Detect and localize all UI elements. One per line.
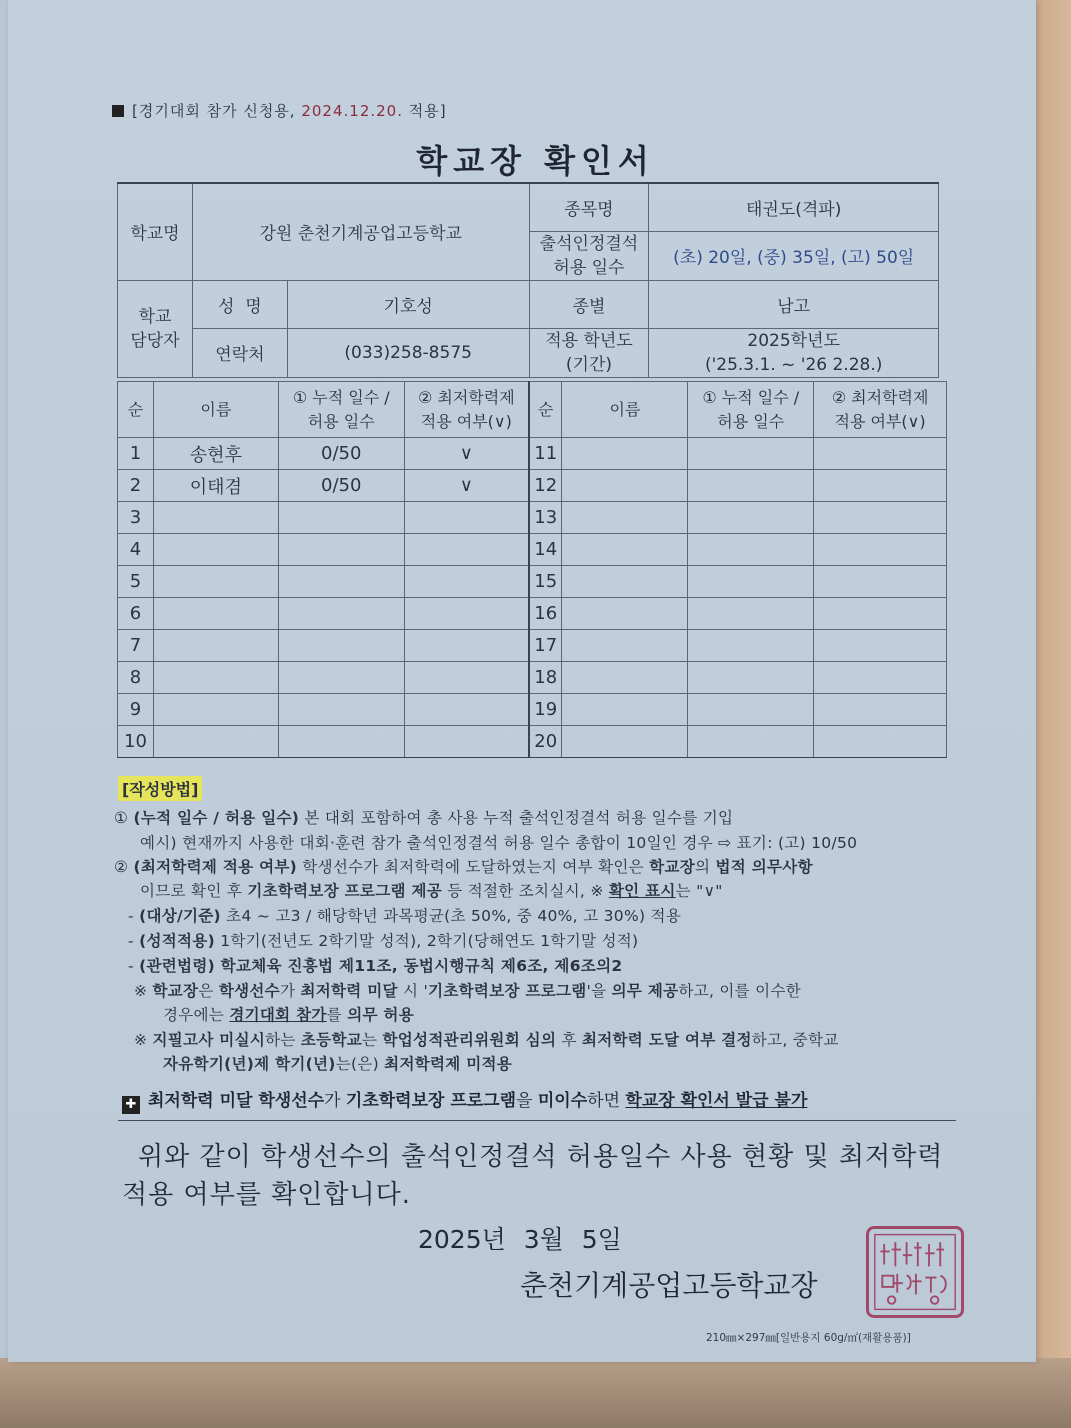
row-check [404,726,529,758]
row-name2 [562,438,688,470]
row-name [153,662,278,694]
row-name2 [562,598,688,630]
school-label: 학교명 [118,183,193,280]
row-days [278,726,404,758]
row-name [153,566,278,598]
table-row [118,566,947,598]
row-check2 [814,662,947,694]
col-min-header [404,382,529,438]
col-days-header-2: 허용 일수 [307,411,375,431]
col-no2-header: 순 [529,382,562,438]
header-note-suffix: 적용] [403,102,447,120]
row-no2: 19 [529,694,562,726]
table-row [118,470,947,502]
howto-line-10: ※ 지필고사 미실시하는 초등학교는 학업성적관리위원회 심의 후 최저학력 도달 여부 결정하고, 중학교 [134,1031,839,1049]
row-days2 [688,534,814,566]
table-row [118,502,947,534]
row-name [153,598,278,630]
row-no: 9 [118,694,154,726]
howto-title: [작성방법] [118,776,202,801]
howto-line-6: - (성적적용) 1학기(전년도 2학기말 성적), 2학기(당해연도 1학기말 성적) [128,932,639,950]
row-days2 [688,502,814,534]
row-name [153,630,278,662]
row-check2 [814,534,947,566]
row-no2: 14 [529,534,562,566]
howto-line-5: - (대상/기준) 초4 ~ 고3 / 해당학년 과목평균(초 50%, 중 40%, 고 30%) 적용 [128,907,682,925]
row-check2 [814,502,947,534]
principal-name: 춘천기계공업고등학교장 [520,1269,818,1302]
row-no: 3 [118,502,154,534]
col-min2-header-1: ② 최저학력제 [831,387,929,407]
statement-line-2: 적용 여부를 확인합니다. [122,1180,411,1210]
name-value: 기호성 [287,280,529,328]
col-min2-header [814,382,947,438]
contact-value: (033)258-8575 [287,328,529,377]
howto-line-1: ① (누적 일수 / 허용 일수) 본 대회 포함하여 총 사용 누적 출석인정결석 허용 일수를 기입 [114,809,734,827]
contact-label: 연락처 [192,328,287,377]
row-check [404,662,529,694]
row-no: 6 [118,598,154,630]
table-row [118,438,947,470]
row-days2 [688,470,814,502]
manager-label-2: 담당자 [130,330,180,351]
year-label [529,328,649,377]
row-name2 [562,726,688,758]
row-days2 [688,598,814,630]
row-check2 [814,470,947,502]
row-no2: 15 [529,566,562,598]
row-check2 [814,726,947,758]
allowed-days-label [529,231,649,280]
row-days [278,502,404,534]
statement-line-1: 위와 같이 학생선수의 출석인정결석 허용일수 사용 현황 및 최저학력 [138,1142,944,1172]
col-days2-header-2: 허용 일수 [717,411,785,431]
row-days: 0/50 [278,470,404,502]
allowed-days-label-1: 출석인정결석 [539,233,639,254]
row-name2 [562,630,688,662]
row-check: ∨ [404,470,529,502]
howto-line-3: ② (최저학력제 적용 여부) 학생선수가 최저학력에 도달하였는지 여부 확인은 학교장의 법적 의무사항 [114,858,813,876]
col-days-header-1: ① 누적 일수 / [292,387,390,407]
header-note [112,100,447,121]
table-row [118,598,947,630]
row-check [404,566,529,598]
howto-line-9: 경우에는 경기대회 참가를 의무 허용 [163,1006,414,1024]
row-days2 [688,566,814,598]
square-bullet-icon [112,105,124,117]
school-value: 강원 춘천기계공업고등학교 [192,183,529,280]
header-note-prefix: [경기대회 참가 신청용, [132,102,302,120]
row-check2 [814,630,947,662]
row-no2: 13 [529,502,562,534]
row-check [404,502,529,534]
year-value [649,328,939,377]
manager-label-1: 학교 [138,306,172,327]
col-name-header: 이름 [153,382,278,438]
desk-edge-right [1031,0,1071,1428]
col-days-header [278,382,404,438]
row-check2 [814,566,947,598]
row-no: 8 [118,662,154,694]
row-no2: 20 [529,726,562,758]
name-label: 성 명 [192,280,287,328]
table-header-row [118,382,947,438]
howto-line-4: 이므로 확인 후 기초학력보장 프로그램 제공 등 적절한 조치실시, ※ 확인 표시는 "∨" [140,882,723,900]
paper-spec-note: 210㎜×297㎜[일반용지 60g/㎡(재활용품)] [706,1332,911,1344]
allowed-days-value: (초) 20일, (중) 35일, (고) 50일 [649,231,939,280]
issue-date: 2025년 3월 5일 [418,1225,622,1254]
howto-line-11: 자유학기(년)제 학기(년)는(은) 최저학력제 미적용 [163,1055,513,1073]
table-row [118,694,947,726]
row-days2 [688,694,814,726]
year-value-1: 2025학년도 [747,330,840,351]
category-value: 남고 [649,280,939,328]
event-value: 태권도(격파) [649,183,939,231]
col-name2-header: 이름 [562,382,688,438]
allowed-days-label-2: 허용 일수 [553,257,625,278]
athlete-table [117,381,947,758]
row-name2 [562,470,688,502]
row-days: 0/50 [278,438,404,470]
row-no: 5 [118,566,154,598]
row-no: 10 [118,726,154,758]
row-check [404,694,529,726]
divider [118,1120,956,1121]
row-days2 [688,630,814,662]
row-no2: 16 [529,598,562,630]
year-label-1: 적용 학년도 [545,330,633,351]
row-name [153,726,278,758]
row-check [404,598,529,630]
row-days2 [688,662,814,694]
warning-banner: ✚ 최저학력 미달 학생선수가 기초학력보장 프로그램을 미이수하면 학교장 확인서 발급 불가 [122,1086,807,1114]
row-days [278,598,404,630]
row-no2: 18 [529,662,562,694]
col-min2-header-2: 적용 여부(∨) [834,411,926,431]
row-check2 [814,598,947,630]
row-days [278,662,404,694]
row-no: 2 [118,470,154,502]
row-no2: 17 [529,630,562,662]
row-days [278,534,404,566]
row-check [404,630,529,662]
table-row [118,726,947,758]
col-min-header-2: 적용 여부(∨) [420,411,512,431]
event-label: 종목명 [529,183,649,231]
col-days2-header [688,382,814,438]
info-table [117,182,939,378]
row-check [404,534,529,566]
desk-edge-bottom [0,1358,1071,1428]
row-days2 [688,726,814,758]
row-name2 [562,566,688,598]
row-check: ∨ [404,438,529,470]
row-days [278,694,404,726]
row-name: 송현후 [153,438,278,470]
official-seal-icon [866,1226,964,1318]
row-no2: 12 [529,470,562,502]
manager-label [118,280,193,377]
row-name2 [562,502,688,534]
table-row [118,630,947,662]
col-days2-header-1: ① 누적 일수 / [702,387,800,407]
row-name [153,502,278,534]
howto-line-2: 예시) 현재까지 사용한 대회·훈련 참가 출석인정결석 허용 일수 총합이 10일인 경우 ⇨ 표기: (고) 10/50 [140,834,858,852]
row-name2 [562,694,688,726]
row-no: 7 [118,630,154,662]
page-title: 학교장 확인서 [416,142,655,180]
col-min-header-1: ② 최저학력제 [417,387,515,407]
plus-box-icon: ✚ [122,1096,140,1114]
row-no: 4 [118,534,154,566]
row-no: 1 [118,438,154,470]
howto-line-7: - (관련법령) 학교체육 진흥법 제11조, 동법시행규칙 제6조, 제6조의2 [128,957,623,975]
row-name [153,694,278,726]
row-name: 이태겸 [153,470,278,502]
row-days [278,630,404,662]
year-label-2: (기간) [565,354,612,375]
header-note-date: 2024.12.20. [301,102,403,120]
table-row [118,534,947,566]
year-value-2: ('25.3.1. ~ '26 2.28.) [704,354,883,375]
table-row [118,662,947,694]
category-label: 종별 [529,280,649,328]
seal-graphic [869,1229,961,1315]
row-name2 [562,662,688,694]
row-days [278,566,404,598]
row-no2: 11 [529,438,562,470]
row-check2 [814,438,947,470]
howto-line-8: ※ 학교장은 학생선수가 최저학력 미달 시 '기초학력보장 프로그램'을 의무 제공하고, 이를 이수한 [134,982,801,1000]
row-days2 [688,438,814,470]
col-no-header: 순 [118,382,154,438]
row-name2 [562,534,688,566]
row-check2 [814,694,947,726]
row-name [153,534,278,566]
